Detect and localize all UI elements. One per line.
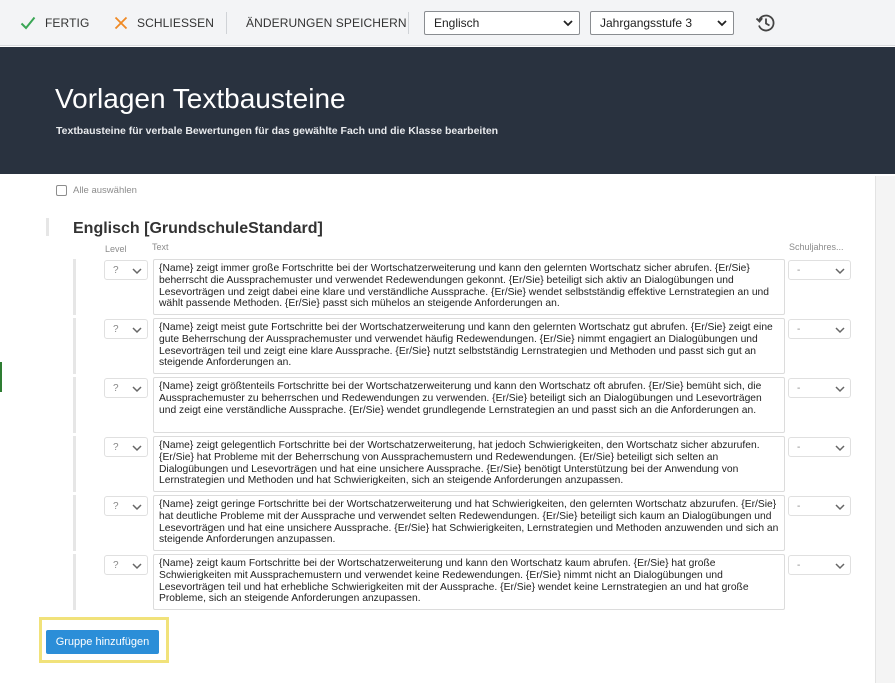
drag-handle[interactable] <box>46 218 49 236</box>
page-header <box>0 47 895 174</box>
chevron-down-icon <box>834 266 846 276</box>
school-year-select[interactable] <box>788 496 851 516</box>
select-all-checkbox[interactable] <box>56 185 67 196</box>
toolbar <box>0 0 895 46</box>
row-drag-handle[interactable] <box>73 436 76 492</box>
level-select-value: ? <box>113 265 119 276</box>
row-drag-handle[interactable] <box>73 377 76 433</box>
save-changes-button[interactable] <box>246 0 407 46</box>
row-drag-handle[interactable] <box>73 318 76 374</box>
text-template-field[interactable]: {Name} zeigt kaum Fortschritte bei der Wortschatzerweiterung und kann den Wortschatz kaum abrufen. {Er/Sie} hat große Schwierigkeiten mit Aussprachemustern und verwendet keine Redewendungen. {Er/Sie} nimmt nicht an Dialogübungen und Lesevorträgen teil und hat erhebliche Schwierigkeiten mit der Aussprache. {Er/Sie} wendet keine Lernstrategien an und hat große Probleme, sich an steigende Anforderungen anzupassen. <box>153 554 785 610</box>
toolbar-divider <box>408 12 409 34</box>
select-all[interactable] <box>56 185 137 196</box>
school-year-select[interactable] <box>788 260 851 280</box>
chevron-down-icon <box>834 561 846 571</box>
column-header-text: Text <box>152 242 169 252</box>
text-template-field[interactable]: {Name} zeigt geringe Fortschritte bei der Wortschatzerweiterung und hat Schwierigkeiten, den gelernten Wortschatz abzurufen. {Er/Sie} hat deutliche Probleme mit der Aussprache und verwendet selten Redewendungen. {Er/Sie} beteiligt sich kaum an Dialogübungen und Lesevorträgen und hat eine unsichere Aussprache. {Er/Sie} hat Schwierigkeiten, Lernstrategien und Methoden anzuwenden und sich an steigende Anforderungen anzupassen. <box>153 495 785 551</box>
group-title: Englisch [GrundschuleStandard] <box>73 220 323 237</box>
close-label: SCHLIESSEN <box>137 16 215 30</box>
school-year-select-value: - <box>797 501 801 512</box>
chevron-down-icon <box>131 443 143 453</box>
chevron-down-icon <box>131 502 143 512</box>
page-title: Vorlagen Textbausteine <box>55 83 346 114</box>
text-template-field[interactable]: {Name} zeigt größtenteils Fortschritte bei der Wortschatzerweiterung und kann den Wortschatz oft abrufen. {Er/Sie} bemüht sich, die Aussprachemuster zu beherrschen und Redewendungen zu verwenden. {Er/Sie} beteiligt sich an Dialogübungen und Lesevorträgen und zeigt eine verständliche Aussprache. {Er/Sie} wendet grundlegende Lernstrategien an und passt sich an die Anforderungen an. <box>153 377 785 433</box>
level-select[interactable] <box>104 555 148 575</box>
check-icon <box>20 16 36 30</box>
school-year-select-value: - <box>797 383 801 394</box>
close-button[interactable] <box>114 0 214 46</box>
column-header-level: Level <box>105 244 127 254</box>
side-indicator <box>0 362 2 392</box>
school-year-select[interactable] <box>788 555 851 575</box>
level-select-value: ? <box>113 383 119 394</box>
school-year-select-value: - <box>797 265 801 276</box>
chevron-down-icon <box>834 443 846 453</box>
level-select-value: ? <box>113 560 119 571</box>
chevron-down-icon <box>834 502 846 512</box>
row-drag-handle[interactable] <box>73 259 76 315</box>
chevron-down-icon <box>131 384 143 394</box>
chevron-down-icon <box>562 16 574 30</box>
subject-select-value: Englisch <box>434 16 480 30</box>
level-select[interactable] <box>104 496 148 516</box>
level-select-value: ? <box>113 442 119 453</box>
chevron-down-icon <box>716 16 728 30</box>
school-year-select-value: - <box>797 560 801 571</box>
text-template-field[interactable]: {Name} zeigt meist gute Fortschritte bei der Wortschatzerweiterung und kann den gelernten Wortschatz gut abrufen. {Er/Sie} zeigt eine gute Beherrschung der Aussprachemuster und verwendet häufig Redewendungen. {Er/Sie} nimmt engagiert an Dialogübungen und Lesevorträgen teil und zeigt eine klare Aussprache. {Er/Sie} nutzt selbstständig Lernstrategien und Methoden und passt sich gut an steigende Anforderungen an. <box>153 318 785 374</box>
scrollbar[interactable] <box>875 176 895 683</box>
column-header-school-year: Schuljahres... <box>789 242 844 252</box>
close-icon <box>114 16 128 30</box>
school-year-select-value: - <box>797 442 801 453</box>
school-year-select[interactable] <box>788 319 851 339</box>
school-year-select[interactable] <box>788 378 851 398</box>
level-select[interactable] <box>104 378 148 398</box>
chevron-down-icon <box>131 561 143 571</box>
row-drag-handle[interactable] <box>73 554 76 610</box>
done-button[interactable] <box>20 0 89 46</box>
grade-select-value: Jahrgangsstufe 3 <box>600 16 693 30</box>
school-year-select-value: - <box>797 324 801 335</box>
chevron-down-icon <box>131 266 143 276</box>
chevron-down-icon <box>834 384 846 394</box>
chevron-down-icon <box>834 325 846 335</box>
save-label: ÄNDERUNGEN SPEICHERN <box>246 16 407 30</box>
school-year-select[interactable] <box>788 437 851 457</box>
text-template-field[interactable]: {Name} zeigt immer große Fortschritte bei der Wortschatzerweiterung und kann den gelernten Wortschatz sicher abrufen. {Er/Sie} beherrscht die Aussprachemuster und verwendet Redewendungen gekonnt. {Er/Sie} beteiligt sich aktiv an Dialogübungen und Lesevorträgen und zeigt dabei eine klare und verständliche Aussprache. {Er/Sie} wendet selbstständig effektive Lernstrategien an und wählt passende Methoden. {Er/Sie} passt sich mühelos an steigende Anforderungen an. <box>153 259 785 315</box>
add-group-button[interactable]: Gruppe hinzufügen <box>46 630 159 654</box>
row-drag-handle[interactable] <box>73 495 76 551</box>
level-select[interactable] <box>104 260 148 280</box>
text-template-field[interactable]: {Name} zeigt gelegentlich Fortschritte bei der Wortschatzerweiterung, hat jedoch Schwierigkeiten, den Wortschatz sicher abzurufen. {Er/Sie} hat Probleme mit der Beherrschung von Aussprachemustern und Redewendungen. {Er/Sie} beteiligt sich selten an Dialogübungen und Lesevorträgen und hat eine unsichere Aussprache. {Er/Sie} benötigt Unterstützung bei der Anwendung von Lernstrategien und Methoden und hat Schwierigkeiten, sich an steigende Anforderungen anzupassen. <box>153 436 785 492</box>
page-subtitle: Textbausteine für verbale Bewertungen für das gewählte Fach und die Klasse bearbeiten <box>56 125 499 137</box>
grade-select[interactable] <box>590 11 734 35</box>
subject-select[interactable] <box>424 11 580 35</box>
chevron-down-icon <box>131 325 143 335</box>
history-icon[interactable] <box>755 12 777 34</box>
level-select[interactable] <box>104 437 148 457</box>
select-all-label: Alle auswählen <box>73 185 137 196</box>
done-label: FERTIG <box>45 16 90 30</box>
level-select-value: ? <box>113 501 119 512</box>
toolbar-divider <box>226 12 227 34</box>
level-select-value: ? <box>113 324 119 335</box>
level-select[interactable] <box>104 319 148 339</box>
